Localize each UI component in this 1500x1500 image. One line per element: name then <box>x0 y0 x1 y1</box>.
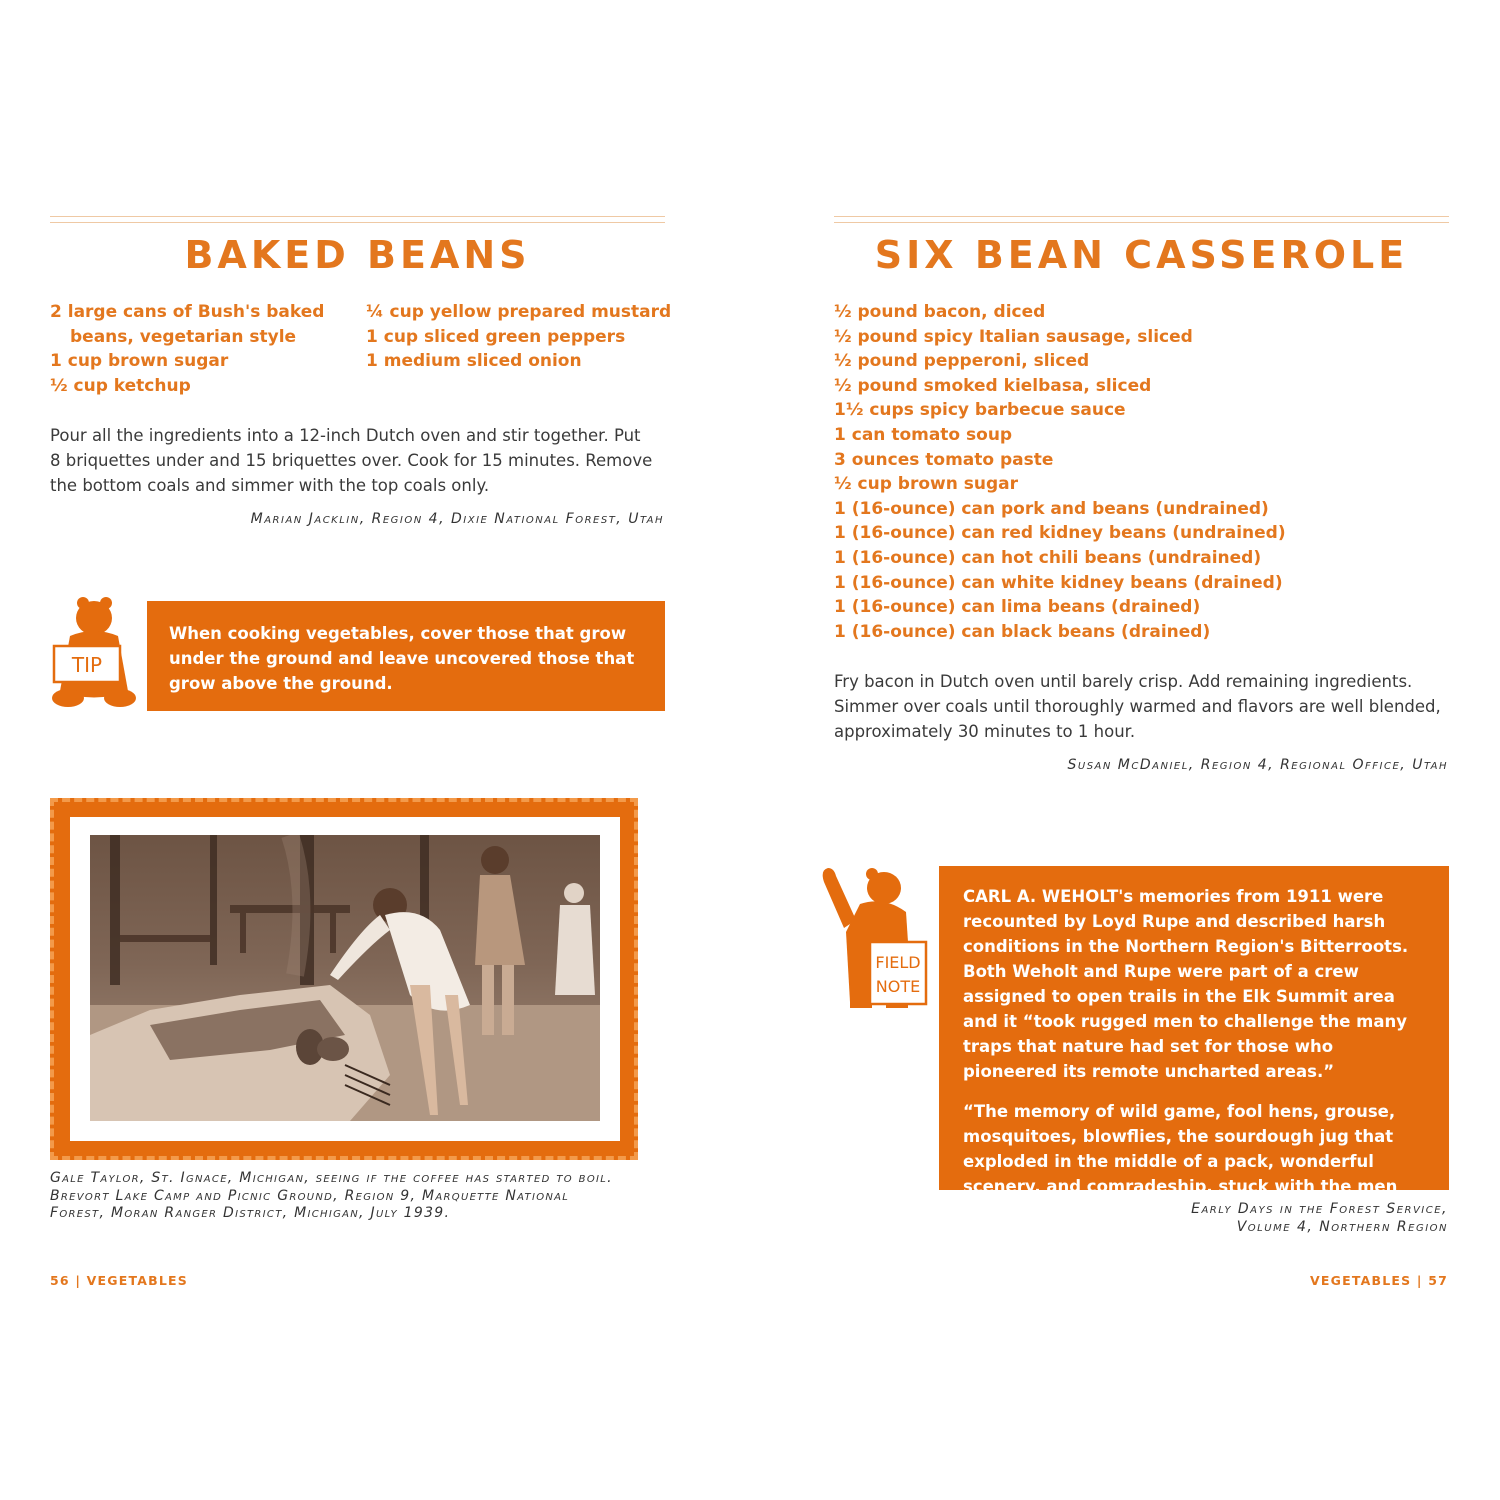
ingredient-item: 1 can tomato soup <box>834 424 1013 445</box>
field-note-paragraph-2: “The memory of wild game, fool hens, grouse, mosquitoes, blowflies, the sourdough jug that exploded in the middle of a pack, wonderful scenery, and comradeship, stuck with the men the rest of their lives.” <box>963 1102 1398 1221</box>
field-note-label-1: FIELD <box>875 953 921 972</box>
right-directions: Fry bacon in Dutch oven until barely crisp. Add remaining ingredients. Simmer over coals until thoroughly warmed and flavors are well blended, approximately 30 minutes to 1 hour. <box>834 672 1441 741</box>
ingredient-item: 1 cup brown sugar <box>50 351 229 372</box>
right-footer-section: VEGETABLES <box>1310 1273 1412 1288</box>
tip-text: When cooking vegetables, cover those that grow under the ground and leave uncovered those that grow above the ground. <box>169 624 635 693</box>
field-note-source <box>1191 1201 1448 1236</box>
ingredient-item: 1½ cups spicy barbecue sauce <box>834 400 1126 421</box>
right-footer: VEGETABLES | 57 <box>1310 1273 1448 1288</box>
right-title-rule <box>834 216 1449 223</box>
tip-box <box>147 601 665 711</box>
ingredient-item: 3 ounces tomato paste <box>834 449 1054 470</box>
right-page-number: 57 <box>1428 1273 1448 1288</box>
photo-caption: Gale Taylor, St. Ignace, Michigan, seeing if the coffee has started to boil. Brevort Lake Camp and Picnic Ground, Region 9, Marquette National Forest, Moran Ranger District, Michigan, July 1939. <box>50 1170 613 1221</box>
source-line-2: Volume 4, Northern Region <box>1236 1218 1448 1235</box>
ingredient-item: 1 cup sliced green peppers <box>366 326 626 347</box>
ingredient-item: ½ cup ketchup <box>50 375 191 396</box>
left-title-rule <box>50 216 665 223</box>
left-footer-section: VEGETABLES <box>86 1273 188 1288</box>
source-line-1: Early Days in the Forest Service, <box>1191 1201 1448 1217</box>
ingredient-item: 1 (16-ounce) can white kidney beans (drained) <box>834 572 1283 593</box>
left-directions: Pour all the ingredients into a 12-inch Dutch oven and stir together. Put 8 briquettes under and 15 briquettes over. Cook for 15 minutes. Remove the bottom coals and simmer with the top coals only. <box>50 426 653 495</box>
ingredient-item: ¼ cup yellow prepared mustard <box>366 302 672 322</box>
left-credit: Marian Jacklin, Region 4, Dixie National Forest, Utah <box>250 511 664 527</box>
right-recipe-title: SIX BEAN CASSEROLE <box>874 233 1409 277</box>
ingredient-item: ½ pound spicy Italian sausage, sliced <box>834 326 1193 347</box>
ingredient-item: beans, vegetarian style <box>70 326 297 347</box>
ingredient-item: ½ pound smoked kielbasa, sliced <box>834 375 1152 396</box>
tip-label: TIP <box>71 653 103 677</box>
ingredient-item: 1 (16-ounce) can lima beans (drained) <box>834 597 1201 618</box>
ingredient-item: 1 medium sliced onion <box>366 351 582 372</box>
left-page-number: 56 <box>50 1273 70 1288</box>
left-ingredients-col1 <box>50 300 350 398</box>
ingredient-item: ½ pound bacon, diced <box>834 302 1046 322</box>
left-footer: 56 | VEGETABLES <box>50 1273 188 1288</box>
left-recipe-title: BAKED BEANS <box>184 233 531 277</box>
left-ingredients-col2 <box>366 300 672 374</box>
ingredient-item: ½ pound pepperoni, sliced <box>834 351 1090 372</box>
field-note-paragraph-1: CARL A. WEHOLT's memories from 1911 were recounted by Loyd Rupe and described harsh conditions in the Northern Region's Bitterroots. Both Weholt and Rupe were part of a crew assigned to open trails in the Elk Summit area and it “took rugged men to challenge the many traps that nature had set for those who pioneered its remote uncharted areas.” <box>963 887 1409 1081</box>
campfire-photo <box>90 835 600 1121</box>
right-credit: Susan McDaniel, Region 4, Regional Office, Utah <box>1067 757 1448 773</box>
ingredient-item: 2 large cans of Bush's baked <box>50 302 325 322</box>
field-note-label-2: NOTE <box>875 977 921 996</box>
ingredient-item: 1 (16-ounce) can black beans (drained) <box>834 621 1211 642</box>
ingredient-item: 1 (16-ounce) can red kidney beans (undrained) <box>834 523 1286 544</box>
right-ingredients <box>834 300 1449 644</box>
bear-tip-icon <box>48 596 138 711</box>
ingredient-item: 1 (16-ounce) can pork and beans (undrained) <box>834 498 1269 519</box>
bear-field-note-icon <box>820 862 932 1012</box>
ingredient-item: 1 (16-ounce) can hot chili beans (undrained) <box>834 547 1262 568</box>
ingredient-item: ½ cup brown sugar <box>834 474 1018 495</box>
